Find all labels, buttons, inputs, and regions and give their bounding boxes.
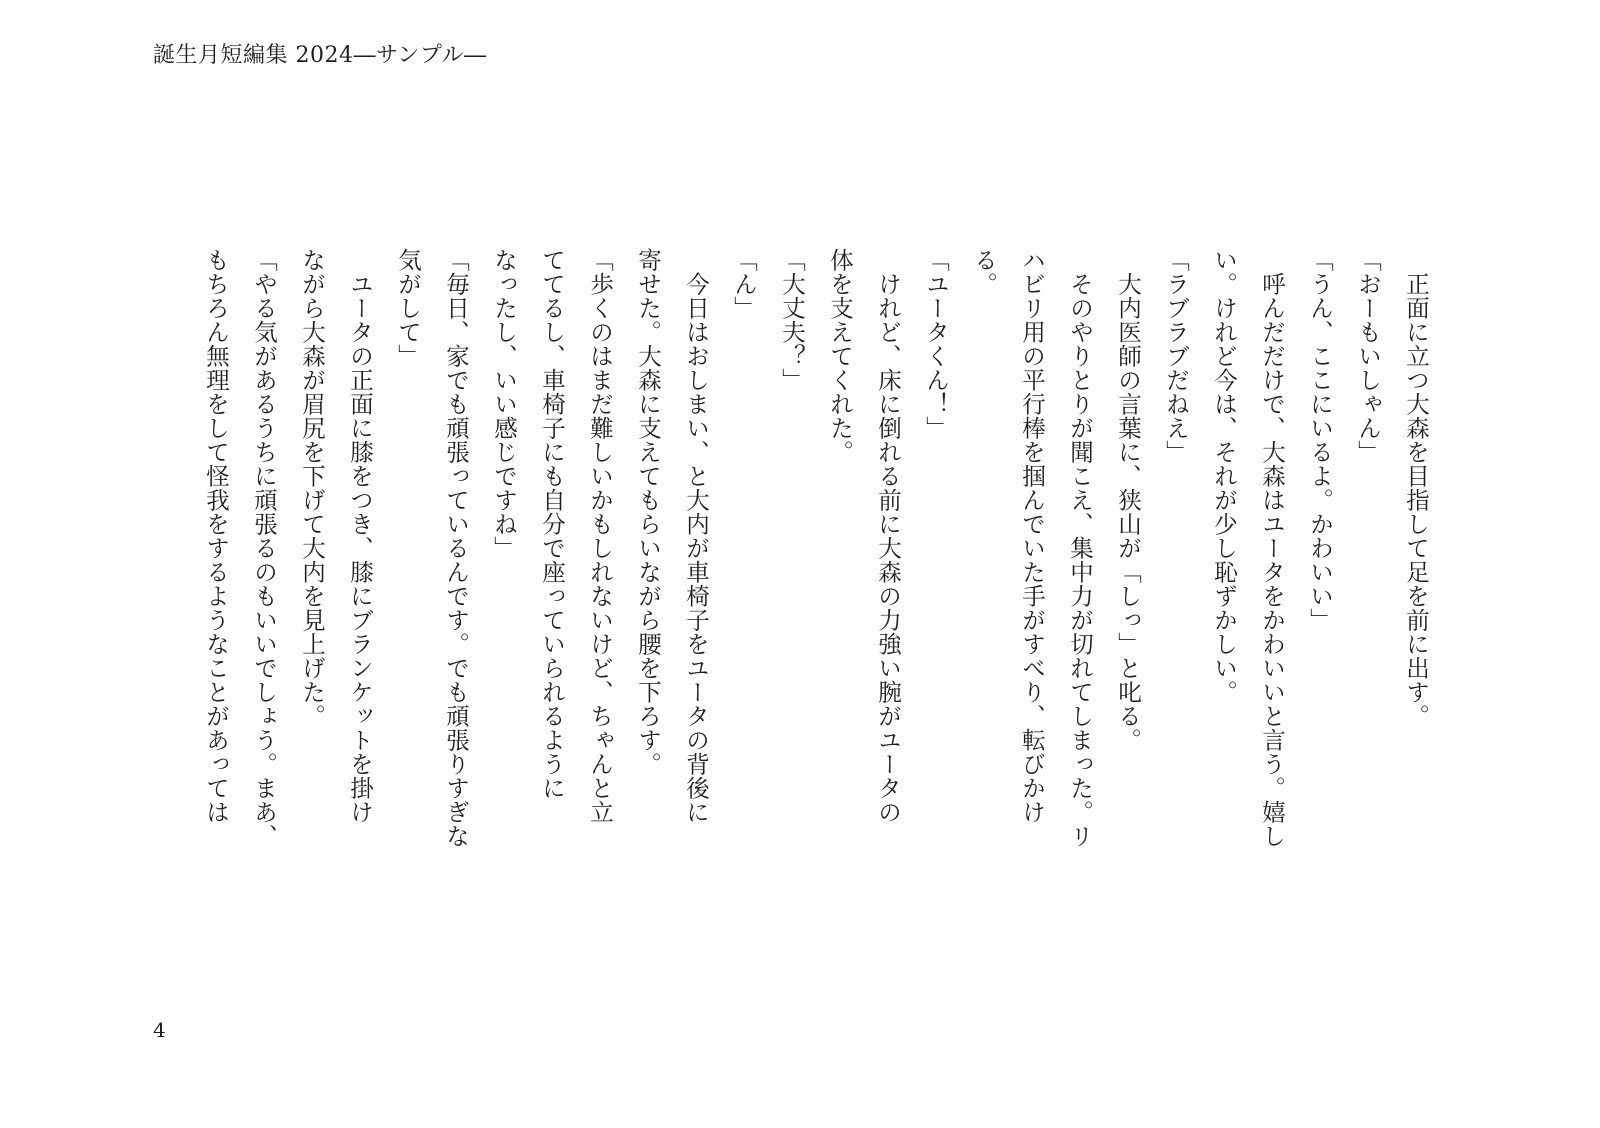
text-line: 「ん」 [730,248,758,320]
text-line: 体を支えてくれた。 [826,248,854,464]
text-line: 正面に立つ大森を目指して足を前に出す。 [1402,248,1430,728]
text-line: 「やる気があるうちに頑張るのもいいでしょう。まあ、 [250,248,278,848]
text-line: 「大丈夫？」 [778,248,806,392]
text-line: る。 [970,248,998,296]
text-line: い。けれど今は、それが少し恥ずかしい。 [1210,248,1238,704]
running-header: 誕生月短編集 2024―サンプル― [153,43,487,68]
text-line: 「毎日、家でも頑張っているんです。でも頑張りすぎな [442,248,470,848]
text-line: そのやりとりが聞こえ、集中力が切れてしまった。リ [1066,248,1094,848]
text-line: 「おーもいしゃん」 [1354,248,1382,464]
text-line: けれど、床に倒れる前に大森の力強い腕がユータの [874,248,902,824]
text-line: 「ラブラブだねえ」 [1162,248,1190,464]
text-line: ながら大森が眉尻を下げて大内を見上げた。 [298,248,326,728]
text-line: もちろん無理をして怪我をするようなことがあっては [202,248,230,824]
text-line: 「うん、ここにいるよ。かわいい」 [1306,248,1334,632]
text-line: 気がして」 [394,248,422,368]
text-line: 呼んだだけで、大森はユータをかわいいと言う。嬉し [1258,248,1286,848]
page-number: 4 [153,1018,166,1042]
text-line: ハビリ用の平行棒を掴んでいた手がすべり、転びかけ [1018,248,1046,824]
text-line: 「ユータくん！」 [922,248,950,440]
text-line: 「歩くのはまだ難しいかもしれないけど、ちゃんと立 [586,248,614,824]
body-text [192,248,1440,968]
text-line: 今日はおしまい、と大内が車椅子をユータの背後に [682,248,710,824]
text-line: ユータの正面に膝をつき、膝にブランケットを掛け [346,248,374,824]
text-line: 大内医師の言葉に、狭山が「しっ」と叱る。 [1114,248,1142,752]
text-line: ててるし、車椅子にも自分で座っていられるように [538,248,566,800]
text-line: なったし、いい感じですね」 [490,248,518,560]
text-line: 寄せた。大森に支えてもらいながら腰を下ろす。 [634,248,662,776]
